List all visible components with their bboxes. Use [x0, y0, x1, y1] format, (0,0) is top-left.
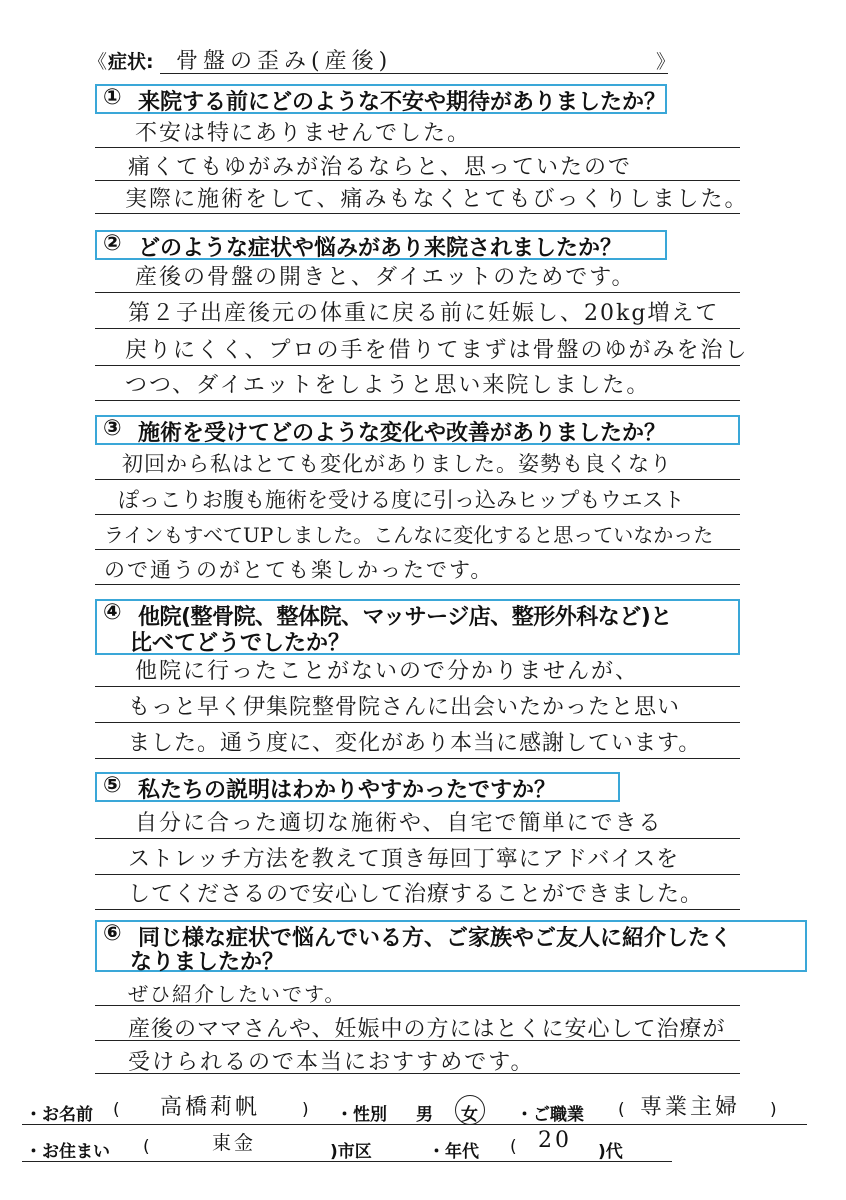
question-number-3: ③: [103, 416, 122, 441]
answer-5-line-1: 自分に合った適切な施術や、自宅で簡単にできる: [135, 811, 663, 836]
answer-rule: [95, 1040, 740, 1041]
answer-rule: [95, 292, 740, 293]
answer-5-line-2: ストレッチ方法を教えて頂き毎回丁寧にアドバイスを: [128, 847, 680, 872]
name-open-paren: (: [113, 1100, 120, 1120]
answer-rule: [95, 686, 740, 687]
form-rule-1: [22, 1124, 807, 1125]
answer-rule: [95, 1005, 740, 1006]
address-open-paren: (: [143, 1137, 150, 1157]
header-underline: [160, 73, 668, 74]
header-open-bracket: 《: [88, 51, 108, 73]
answer-rule: [95, 514, 740, 515]
name-close-paren: ): [302, 1100, 309, 1120]
age-label: ・年代: [428, 1142, 479, 1162]
answer-3-line-2: ぽっこりお腹も施術を受ける度に引っ込みヒップもウエスト: [118, 488, 685, 512]
job-label: ・ご職業: [516, 1105, 584, 1125]
age-value: 20: [538, 1128, 572, 1153]
answer-rule: [95, 838, 740, 839]
answer-2-line-1: 産後の骨盤の開きと、ダイエットのためです。: [135, 265, 636, 290]
answer-1-line-2: 痛くてもゆがみが治るならと、思っていたので: [128, 155, 633, 180]
header-symptom: 骨盤の歪み(産後): [176, 49, 393, 74]
answer-4-line-3: ました。通う度に、変化があり本当に感謝しています。: [128, 731, 702, 756]
answer-rule: [95, 213, 740, 214]
answer-rule: [95, 584, 740, 585]
address-suffix: )市区: [330, 1142, 372, 1162]
answer-rule: [95, 874, 740, 875]
question-text-1: 来院する前にどのような不安や期待がありましたか？: [138, 90, 667, 115]
answer-6-line-2: 産後のママさんや、妊娠中の方にはとくに安心して治療が: [128, 1017, 726, 1042]
gender-label: ・性別: [336, 1105, 387, 1125]
form-rule-2: [22, 1161, 672, 1162]
answer-2-line-2: 第２子出産後元の体重に戻る前に妊娠し、20kg増えて: [128, 301, 720, 326]
question-text-5: 私たちの説明はわかりやすかったですか？: [138, 778, 557, 803]
answer-3-line-4: ので通うのがとても楽しかったです。: [104, 558, 494, 582]
answer-rule: [95, 479, 740, 480]
answer-3-line-3: ラインもすべてUPしました。こんなに変化すると思っていなかった: [104, 523, 714, 547]
question-number-6: ⑥: [103, 921, 122, 946]
answer-rule: [95, 758, 740, 759]
answer-4-line-2: もっと早く伊集院整骨院さんに出会いたかったと思い: [128, 695, 681, 720]
answer-6-line-3: 受けられるので本当におすすめです。: [128, 1050, 535, 1075]
question-number-2: ②: [103, 231, 122, 256]
header-close-bracket: 》: [656, 51, 676, 73]
question-text-6: 同じ様な症状で悩んでいる方、ご家族やご友人に紹介したく: [138, 926, 733, 951]
age-suffix: )代: [598, 1142, 623, 1162]
answer-3-line-1: 初回から私はとても変化がありました。姿勢も良くなり: [122, 452, 672, 476]
answer-2-line-4: つつ、ダイエットをしようと思い来院しました。: [125, 373, 651, 398]
symptom-header: [88, 44, 688, 76]
answer-rule: [95, 147, 740, 148]
question-text-3: 施術を受けてどのような変化や改善がありましたか？: [138, 421, 667, 446]
job-value: 専業主婦: [640, 1095, 741, 1120]
answer-rule: [95, 909, 740, 910]
question-number-1: ①: [103, 85, 122, 110]
answer-1-line-1: 不安は特にありませんでした。: [135, 121, 472, 146]
question-text-4-line-2: 比べてどうでしたか？: [130, 631, 351, 656]
answer-rule: [95, 722, 740, 723]
question-number-5: ⑤: [103, 773, 122, 798]
answer-rule: [95, 1073, 740, 1074]
name-value: 高橋莉帆: [160, 1095, 261, 1120]
job-close-paren: ): [770, 1100, 777, 1120]
address-label: ・お住まい: [25, 1142, 110, 1162]
gender-female: 女: [461, 1105, 478, 1125]
address-value: 東金: [212, 1132, 257, 1154]
name-label: ・お名前: [25, 1105, 93, 1125]
answer-4-line-1: 他院に行ったことがないので分かりませんが、: [135, 659, 640, 684]
answer-rule: [95, 328, 740, 329]
question-number-4: ④: [103, 600, 122, 625]
answer-2-line-3: 戻りにくく、プロの手を借りてまずは骨盤のゆがみを治し: [125, 338, 749, 363]
question-text-2: どのような症状や悩みがあり来院されましたか？: [138, 236, 623, 261]
question-text-6-line-2: なりましたか？: [130, 950, 285, 975]
job-open-paren: (: [618, 1100, 625, 1120]
age-open-paren: (: [510, 1137, 517, 1157]
answer-6-line-1: ぜひ紹介したいです。: [128, 982, 347, 1006]
answer-rule: [95, 549, 740, 550]
header-label: 症状:: [108, 51, 154, 73]
answer-rule: [95, 365, 740, 366]
answer-1-line-3: 実際に施術をして、痛みもなくとてもびっくりしました。: [125, 187, 749, 212]
answer-rule: [95, 400, 740, 401]
question-text-4: 他院(整骨院、整体院、マッサージ店、整形外科など)と: [138, 605, 672, 630]
answer-5-line-3: してくださるので安心して治療することができました。: [128, 882, 704, 907]
gender-male: 男: [416, 1105, 433, 1125]
answer-rule: [95, 180, 740, 181]
